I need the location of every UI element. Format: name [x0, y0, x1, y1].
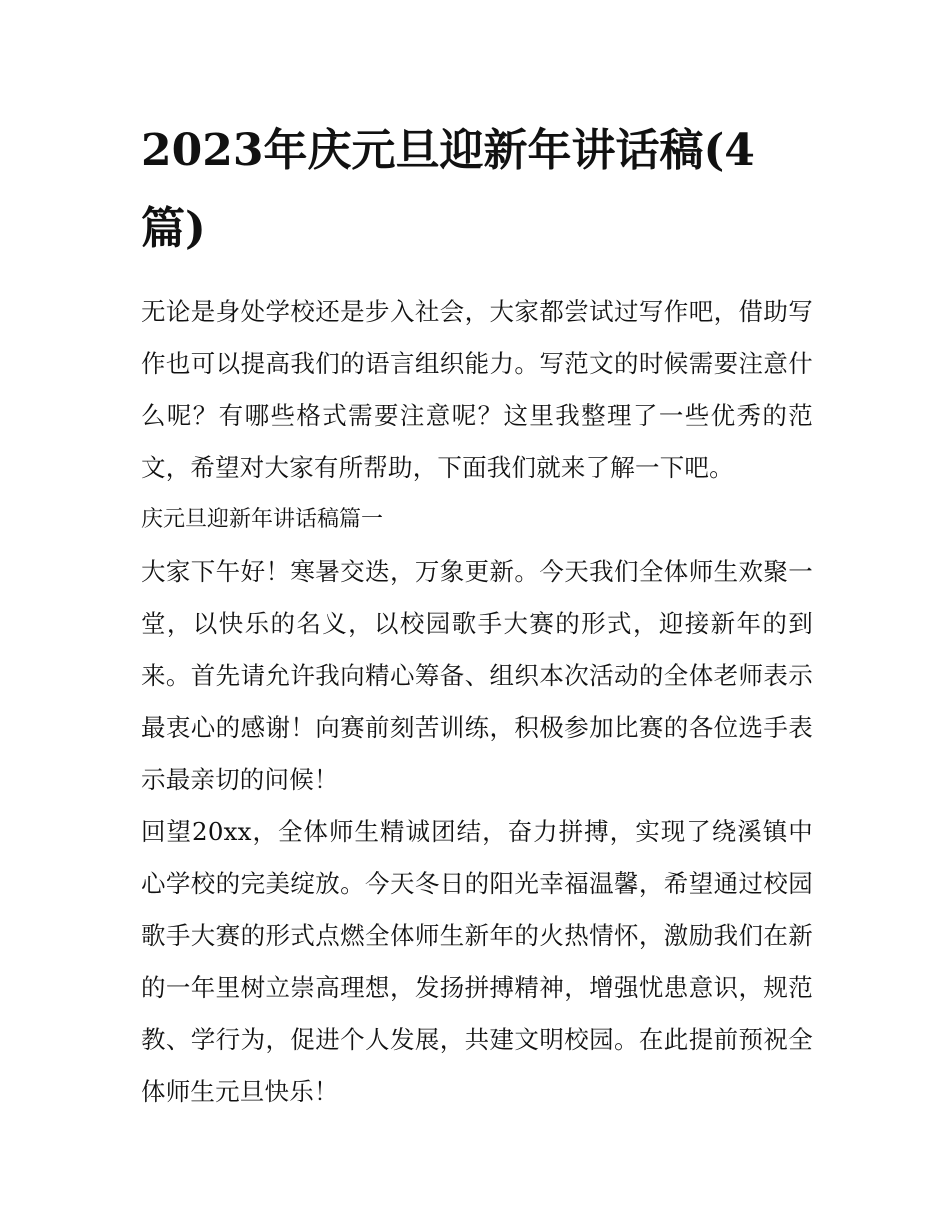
body-paragraph-1: 大家下午好！寒暑交迭，万象更新。今天我们全体师生欢聚一堂，以快乐的名义，以校园歌手大赛的形式，迎接新年的到来。首先请允许我向精心筹备、组织本次活动的全体老师表示最衷心的感谢！向赛前刻苦训练，积极参加比赛的各位选手表示最亲切的问候！ [141, 557, 813, 794]
intro-paragraph: 无论是身处学校还是步入社会，大家都尝试过写作吧，借助写作也可以提高我们的语言组织能力。写范文的时候需要注意什么呢？有哪些格式需要注意呢？这里我整理了一些优秀的范文，希望对大家有所帮助，下面我们就来了解一下吧。 [141, 297, 813, 482]
document-title: 2023年庆元旦迎新年讲话稿(4篇) [141, 125, 755, 254]
document-body [141, 112, 813, 1118]
body-paragraph-2: 回望20xx，全体师生精诚团结，奋力拼搏，实现了绕溪镇中心学校的完美绽放。今天冬日的阳光幸福温馨，希望通过校园歌手大赛的形式点燃全体师生新年的火热情怀，激励我们在新的一年里树立崇高理想，发扬拼搏精神，增强忧患意识，规范教、学行为，促进个人发展，共建文明校园。在此提前预祝全体师生元旦快乐！ [141, 817, 813, 1106]
section-heading: 庆元旦迎新年讲话稿篇一 [141, 507, 384, 532]
